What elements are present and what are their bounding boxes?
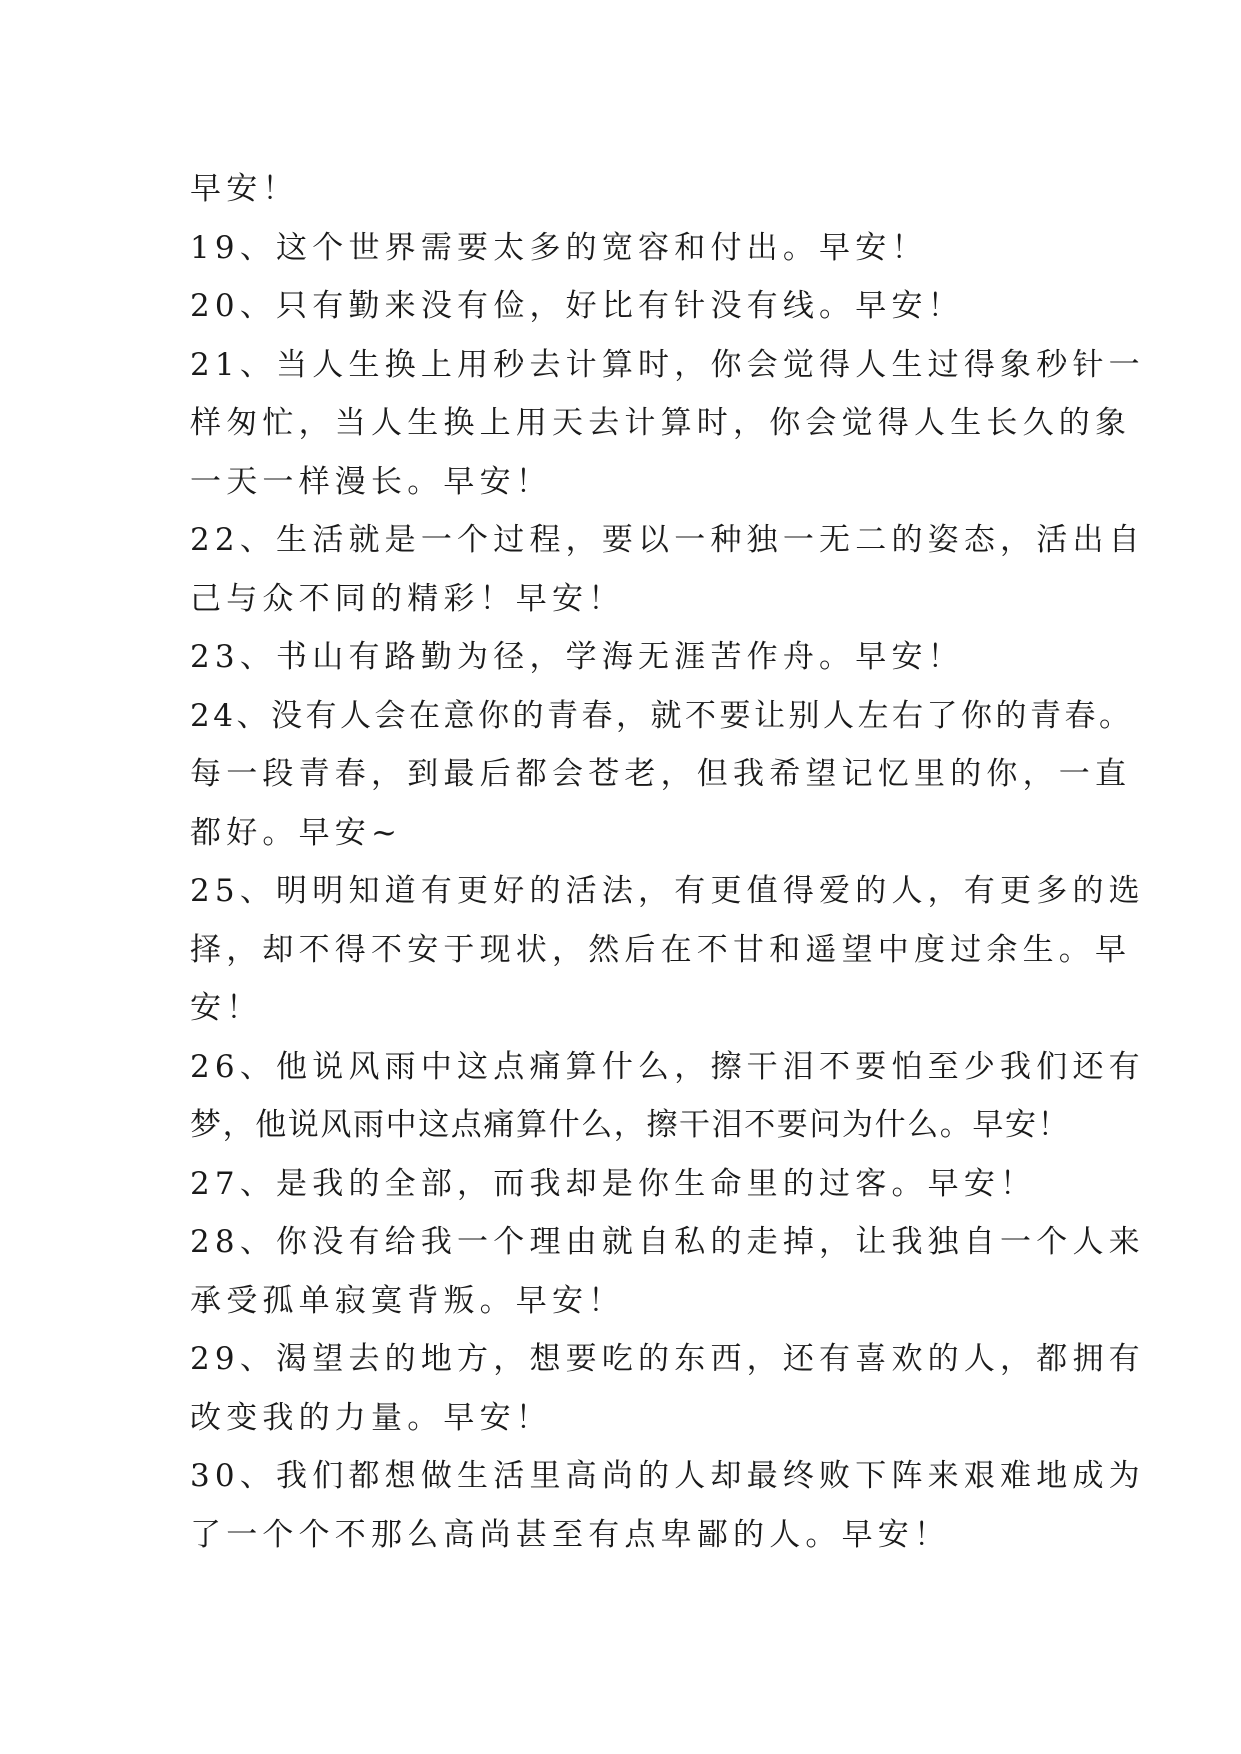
text-line: 26、他说风雨中这点痛算什么，擦干泪不要怕至少我们还有 [190,1048,1145,1085]
text-line: 23、书山有路勤为径，学海无涯苦作舟。早安！ [190,639,964,675]
text-line: 20、只有勤来没有俭，好比有针没有线。早安！ [190,288,964,324]
text-line: 29、渴望去的地方，想要吃的东西，还有喜欢的人，都拥有 [190,1341,1145,1377]
text-line: 30、我们都想做生活里高尚的人却最终败下阵来艰难地成为 [190,1458,1145,1494]
text-line: 改变我的力量。早安！ [190,1399,552,1436]
text-line: 28、你没有给我一个理由就自私的走掉，让我独自一个人来 [190,1224,1145,1260]
text-line: 21、当人生换上用秒去计算时，你会觉得人生过得象秒针一 [190,346,1145,383]
text-line: 19、这个世界需要太多的宽容和付出。早安！ [190,229,928,266]
text-line: 27、是我的全部，而我却是你生命里的过客。早安！ [190,1165,1037,1202]
text-line: 25、明明知道有更好的活法，有更值得爱的人，有更多的选 [190,873,1145,909]
text-line: 24、没有人会在意你的青春，就不要让别人左右了你的青春。 [190,697,1134,734]
text-line: 了一个个不那么高尚甚至有点卑鄙的人。早安！ [190,1516,951,1553]
text-line: 择，却不得不安于现状，然后在不甘和遥望中度过余生。早 [190,931,1132,968]
text-line: 己与众不同的精彩！早安！ [190,580,625,617]
document-body [190,160,1145,1564]
text-line: 一天一样漫长。早安！ [190,463,552,500]
text-line: 都好。早安~ [190,814,403,851]
text-line: 22、生活就是一个过程，要以一种独一无二的姿态，活出自 [190,522,1145,558]
text-line: 每一段青春，到最后都会苍老，但我希望记忆里的你，一直 [190,756,1132,792]
text-line: 早安！ [190,171,299,207]
text-line: 梦，他说风雨中这点痛算什么，擦干泪不要问为什么。早安！ [190,1107,1071,1143]
text-line: 安！ [190,990,263,1026]
text-line: 承受孤单寂寞背叛。早安！ [190,1282,625,1319]
text-line: 样匆忙，当人生换上用天去计算时，你会觉得人生长久的象 [190,405,1132,441]
